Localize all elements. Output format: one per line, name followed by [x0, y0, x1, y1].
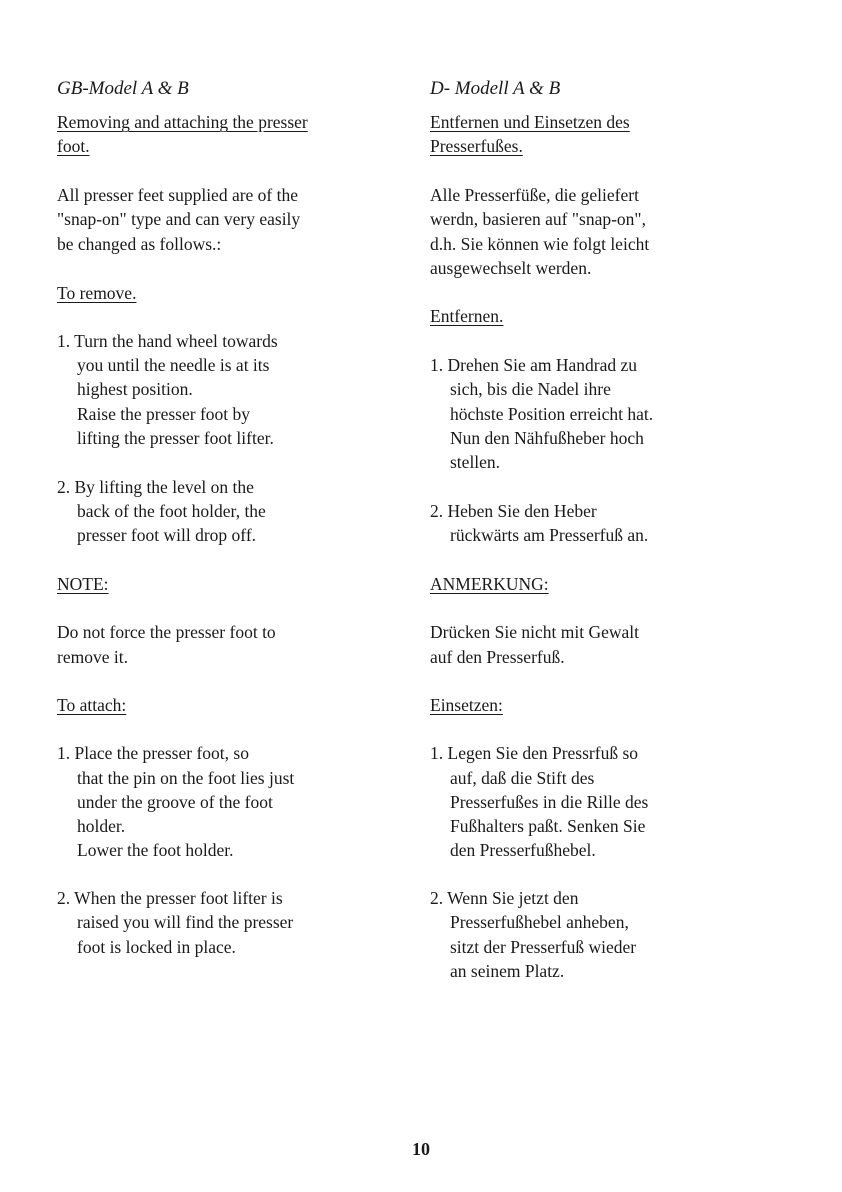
german-intro-line-3: d.h. Sie können wie folgt leicht: [430, 234, 650, 254]
german-remove-step-1-line: Nun den Nähfußheber hoch: [450, 428, 644, 448]
english-remove-step-1-line: highest position.: [77, 379, 193, 399]
english-note-line-1: Do not force the presser foot to: [57, 622, 276, 642]
english-intro-line-1: All presser feet supplied are of the: [57, 185, 299, 205]
german-attach-step-1: 1. Legen Sie den Pressrfuß so: [430, 743, 639, 763]
german-remove-step-1-line: sich, bis die Nadel ihre: [450, 379, 611, 399]
english-remove-step-1-line: Raise the presser foot by: [77, 404, 251, 424]
english-attach-step-1-line: that the pin on the foot lies just: [77, 768, 295, 788]
german-attach-step-1-line: Presserfußes in die Rille des: [450, 792, 649, 812]
english-intro-line-3: be changed as follows.:: [57, 234, 222, 254]
english-attach-step-1-line: under the groove of the foot: [77, 792, 273, 812]
german-remove-step-2-line: rückwärts am Presserfuß an.: [450, 525, 649, 545]
page-number: 10: [412, 1139, 430, 1159]
german-remove-step-1-line: stellen.: [450, 452, 501, 472]
german-attach-step-2-line: Presserfußhebel anheben,: [450, 912, 629, 932]
german-title-line-1: Entfernen und Einsetzen des: [430, 112, 630, 132]
english-remove-step-2-line: presser foot will drop off.: [77, 525, 257, 545]
german-attach-step-1-line: den Presserfußhebel.: [450, 840, 596, 860]
german-remove-label: Entfernen.: [430, 306, 504, 326]
german-intro-line-2: werdn, basieren auf "snap-on",: [430, 209, 646, 229]
german-attach-step-1-line: auf, daß die Stift des: [450, 768, 595, 788]
german-remove-step-1: 1. Drehen Sie am Handrad zu: [430, 355, 638, 375]
english-title-line-1: Removing and attaching the presser: [57, 112, 308, 132]
english-remove-label: To remove.: [57, 283, 137, 303]
german-heading: D- Modell A & B: [430, 78, 561, 99]
english-heading: GB-Model A & B: [57, 78, 189, 99]
english-attach-step-1: 1. Place the presser foot, so: [57, 743, 249, 763]
english-attach-step-2: 2. When the presser foot lifter is: [57, 888, 283, 908]
english-attach-step-2-line: foot is locked in place.: [77, 937, 236, 957]
german-attach-step-1-line: Fußhalters paßt. Senken Sie: [450, 816, 646, 836]
german-note-line-2: auf den Presserfuß.: [430, 647, 565, 667]
german-attach-step-2-line: sitzt der Presserfuß wieder: [450, 937, 637, 957]
english-remove-step-2: 2. By lifting the level on the: [57, 477, 254, 497]
english-intro-line-2: "snap-on" type and can very easily: [57, 209, 301, 229]
german-attach-step-2-line: an seinem Platz.: [450, 961, 565, 981]
english-attach-label: To attach:: [57, 695, 127, 715]
german-attach-label: Einsetzen:: [430, 695, 503, 715]
english-attach-step-1-line: holder.: [77, 816, 126, 836]
english-remove-step-1: 1. Turn the hand wheel towards: [57, 331, 278, 351]
german-remove-step-1-line: höchste Position erreicht hat.: [450, 404, 654, 424]
english-attach-step-2-line: raised you will find the presser: [77, 912, 294, 932]
german-intro-line-1: Alle Presserfüße, die geliefert: [430, 185, 639, 205]
english-remove-step-1-line: you until the needle is at its: [77, 355, 270, 375]
english-note-line-2: remove it.: [57, 647, 128, 667]
german-note-line-1: Drücken Sie nicht mit Gewalt: [430, 622, 639, 642]
english-note-label: NOTE:: [57, 574, 109, 594]
english-remove-step-1-line: lifting the presser foot lifter.: [77, 428, 274, 448]
english-attach-step-1-line: Lower the foot holder.: [77, 840, 234, 860]
german-intro-line-4: ausgewechselt werden.: [430, 258, 592, 278]
english-remove-step-2-line: back of the foot holder, the: [77, 501, 266, 521]
english-title-line-2: foot.: [57, 136, 90, 156]
german-title-line-2: Presserfußes.: [430, 136, 523, 156]
german-remove-step-2: 2. Heben Sie den Heber: [430, 501, 597, 521]
german-attach-step-2: 2. Wenn Sie jetzt den: [430, 888, 579, 908]
german-note-label: ANMERKUNG:: [430, 574, 549, 594]
